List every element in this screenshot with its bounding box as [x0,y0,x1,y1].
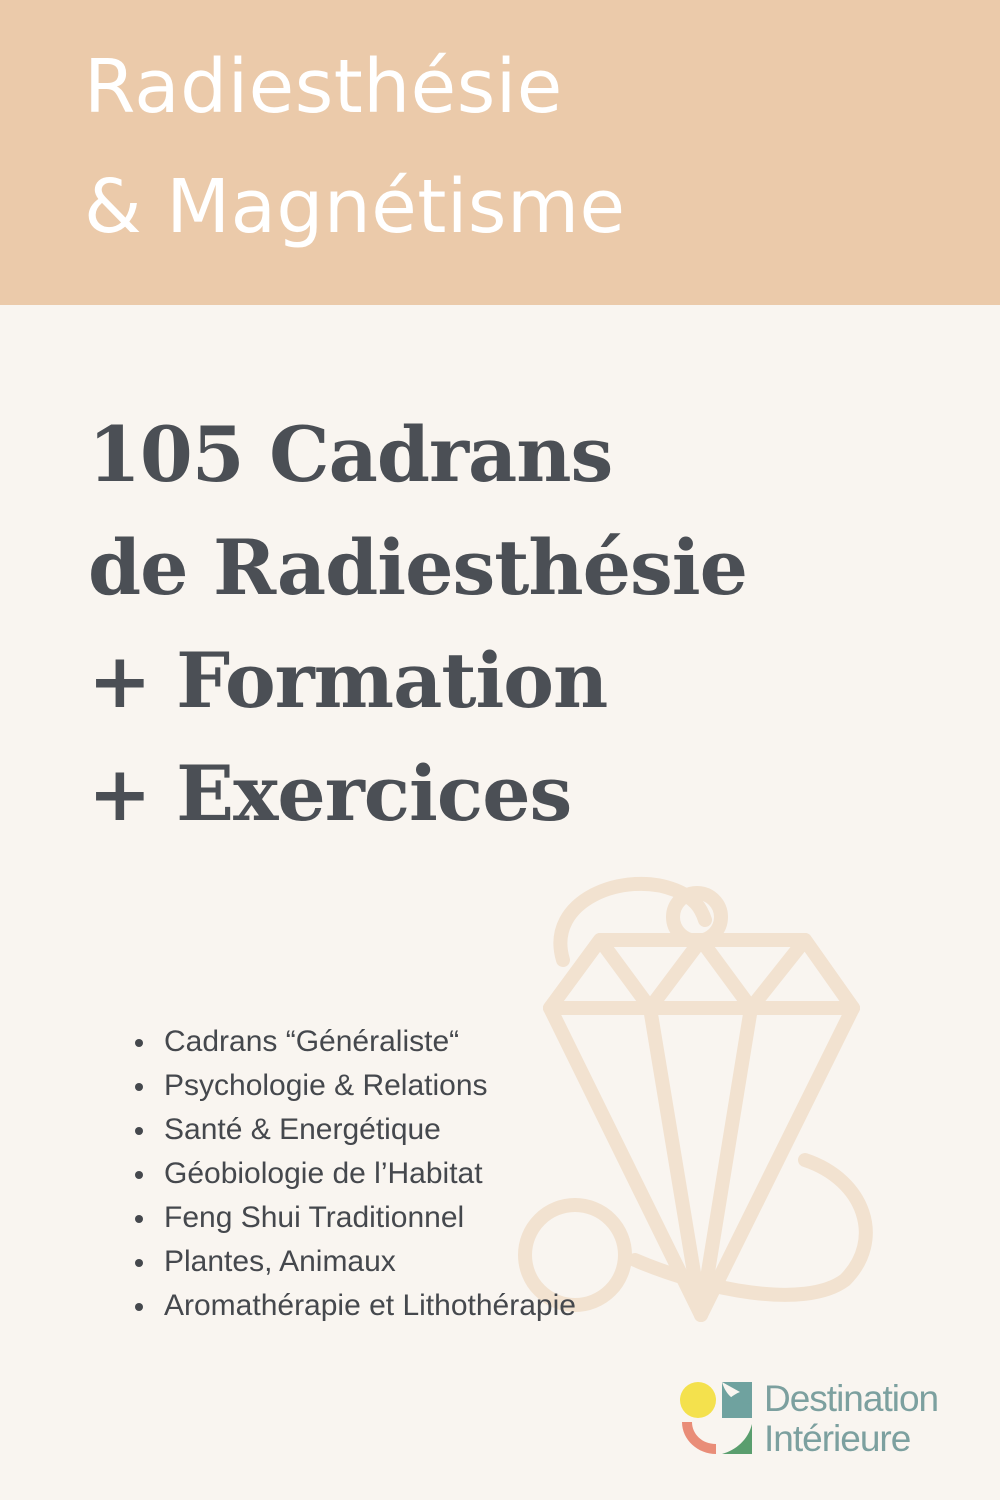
feature-item [135,1196,576,1240]
main-title-line-1: 105 Cadrans [88,410,613,499]
bullet-icon [135,1127,143,1135]
feature-text: Feng Shui Traditionnel [164,1201,465,1234]
bullet-icon [135,1259,143,1267]
feature-text: Santé & Energétique [164,1113,441,1146]
brand-name-line-1: Destination [764,1378,939,1419]
feature-text: Cadrans “Généraliste“ [164,1025,460,1058]
feature-text: Aromathérapie et Lithothérapie [164,1289,576,1322]
feature-item [135,1240,576,1284]
feature-item [135,1152,576,1196]
feature-text: Psychologie & Relations [164,1069,488,1102]
main-title-line-4: + Exercices [88,749,572,838]
feature-item [135,1064,576,1108]
main-title-line-3: + Formation [88,636,608,725]
feature-list [135,1020,576,1328]
header-band [0,0,1000,305]
header-title-line-2: & Magnétisme [84,164,626,250]
brand-name-line-2: Intérieure [764,1418,911,1459]
bullet-icon [135,1171,143,1179]
bullet-icon [135,1303,143,1311]
bullet-icon [135,1083,143,1091]
feature-item [135,1284,576,1328]
destination-interieure-logo-icon [678,1378,758,1458]
feature-item [135,1108,576,1152]
bullet-icon [135,1215,143,1223]
header-title-line-1: Radiesthésie [84,44,563,130]
feature-text: Géobiologie de l’Habitat [164,1157,483,1190]
main-title-line-2: de Radiesthésie [88,523,747,612]
brand-logo [678,1378,978,1468]
feature-item [135,1020,576,1064]
feature-text: Plantes, Animaux [164,1245,396,1278]
bullet-icon [135,1039,143,1047]
